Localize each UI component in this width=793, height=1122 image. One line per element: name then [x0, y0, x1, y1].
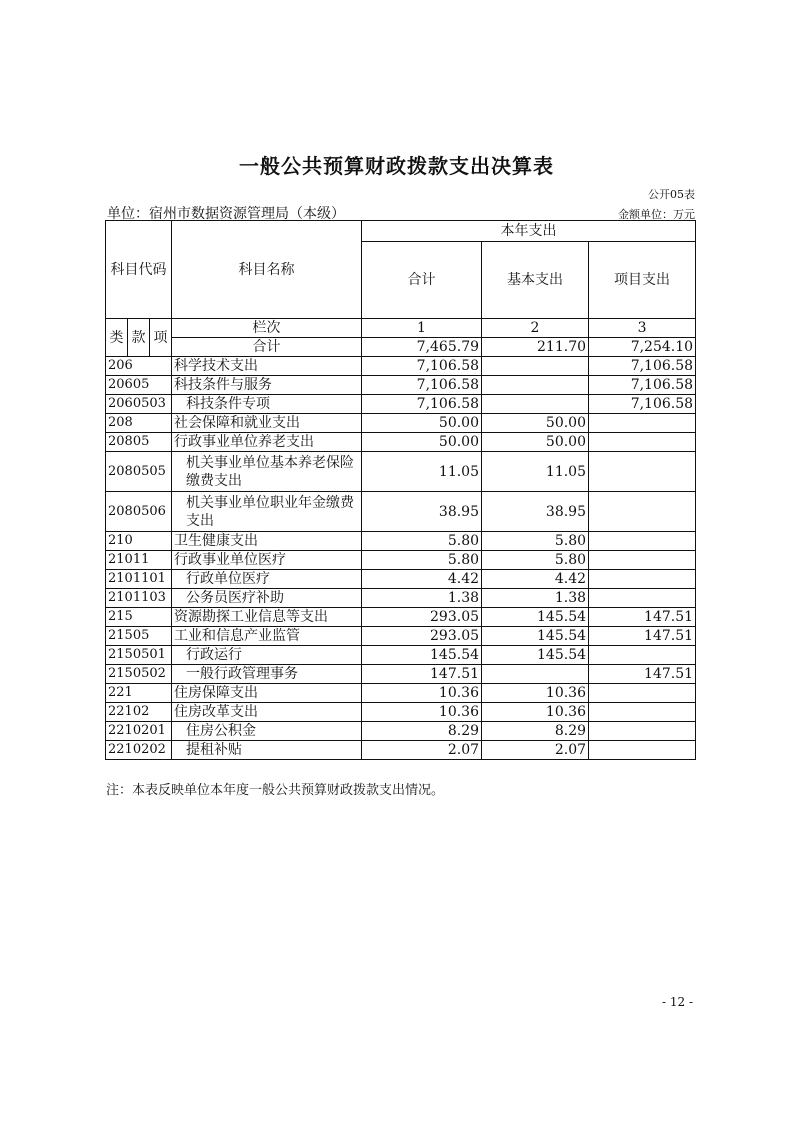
form-number: 公开05表 [648, 188, 695, 201]
table-row [106, 608, 696, 627]
header-lei: 类 [106, 319, 128, 357]
header-kuan: 款 [128, 319, 150, 357]
row-name: 社会保障和就业支出 [172, 414, 362, 433]
header-project: 项目支出 [589, 242, 696, 319]
row-name: 住房改革支出 [172, 703, 362, 722]
row-project: 147.51 [589, 665, 696, 684]
row-total: 1.38 [362, 589, 482, 608]
row-project: 147.51 [589, 608, 696, 627]
row-code: 20605 [106, 376, 172, 395]
row-name: 工业和信息产业监管 [172, 627, 362, 646]
row-code: 2150502 [106, 665, 172, 684]
row-basic: 145.54 [482, 646, 589, 665]
row-code: 2150501 [106, 646, 172, 665]
total-value: 7,465.79 [362, 338, 482, 357]
row-project [589, 703, 696, 722]
row-name: 公务员医疗补助 [172, 589, 362, 608]
table-row [106, 589, 696, 608]
row-total: 38.95 [362, 492, 482, 532]
table-row [106, 395, 696, 414]
header-current-year: 本年支出 [362, 221, 696, 242]
row-code: 2080506 [106, 492, 172, 532]
row-project [589, 551, 696, 570]
row-project [589, 452, 696, 492]
row-name: 卫生健康支出 [172, 532, 362, 551]
table-row [106, 684, 696, 703]
total-project: 7,254.10 [589, 338, 696, 357]
table-row [106, 551, 696, 570]
row-project [589, 414, 696, 433]
col-number-1: 1 [362, 319, 482, 338]
row-basic: 2.07 [482, 741, 589, 760]
table-row [106, 376, 696, 395]
row-total: 293.05 [362, 627, 482, 646]
row-basic: 38.95 [482, 492, 589, 532]
row-code: 210 [106, 532, 172, 551]
row-total: 4.42 [362, 570, 482, 589]
row-code: 20805 [106, 433, 172, 452]
row-basic: 5.80 [482, 551, 589, 570]
table-row [106, 433, 696, 452]
row-total: 7,106.58 [362, 376, 482, 395]
row-code: 208 [106, 414, 172, 433]
table-row [106, 646, 696, 665]
table-row [106, 665, 696, 684]
row-code: 2210201 [106, 722, 172, 741]
page-number: - 12 - [661, 995, 693, 1009]
row-basic: 50.00 [482, 414, 589, 433]
row-basic [482, 395, 589, 414]
table-row [106, 570, 696, 589]
row-basic [482, 665, 589, 684]
row-basic [482, 376, 589, 395]
row-name: 提租补贴 [172, 741, 362, 760]
row-project [589, 589, 696, 608]
row-name: 行政事业单位医疗 [172, 551, 362, 570]
row-project: 7,106.58 [589, 376, 696, 395]
row-basic: 5.80 [482, 532, 589, 551]
row-name: 科学技术支出 [172, 357, 362, 376]
row-code: 21505 [106, 627, 172, 646]
total-label: 合计 [172, 338, 362, 357]
row-total: 293.05 [362, 608, 482, 627]
row-basic: 10.36 [482, 684, 589, 703]
row-total: 50.00 [362, 433, 482, 452]
row-code: 21011 [106, 551, 172, 570]
row-basic [482, 357, 589, 376]
page-title: 一般公共预算财政拨款支出决算表 [239, 154, 554, 178]
row-basic: 11.05 [482, 452, 589, 492]
row-code: 2210202 [106, 741, 172, 760]
row-basic: 8.29 [482, 722, 589, 741]
row-total: 11.05 [362, 452, 482, 492]
table-note: 注：本表反映单位本年度一般公共预算财政拨款支出情况。 [106, 783, 445, 798]
row-code: 206 [106, 357, 172, 376]
row-code: 221 [106, 684, 172, 703]
row-code: 2101101 [106, 570, 172, 589]
row-basic: 10.36 [482, 703, 589, 722]
row-total: 5.80 [362, 532, 482, 551]
row-name: 住房保障支出 [172, 684, 362, 703]
row-total: 147.51 [362, 665, 482, 684]
row-code: 2080505 [106, 452, 172, 492]
row-project [589, 433, 696, 452]
row-code: 2060503 [106, 395, 172, 414]
row-name: 科技条件与服务 [172, 376, 362, 395]
unit-label: 单位：宿州市数据资源管理局（本级） [107, 206, 345, 222]
header-basic: 基本支出 [482, 242, 589, 319]
header-lanci: 栏次 [172, 319, 362, 338]
header-name: 科目名称 [172, 221, 362, 319]
row-project [589, 532, 696, 551]
row-name: 一般行政管理事务 [172, 665, 362, 684]
row-code: 2101103 [106, 589, 172, 608]
row-project [589, 570, 696, 589]
row-name: 科技条件专项 [172, 395, 362, 414]
row-project: 7,106.58 [589, 395, 696, 414]
row-name: 行政运行 [172, 646, 362, 665]
header-total: 合计 [362, 242, 482, 319]
total-basic: 211.70 [482, 338, 589, 357]
table-row [106, 741, 696, 760]
table-row [106, 627, 696, 646]
total-row [106, 338, 696, 357]
row-basic: 145.54 [482, 627, 589, 646]
table-row [106, 492, 696, 532]
row-total: 10.36 [362, 703, 482, 722]
row-name: 行政单位医疗 [172, 570, 362, 589]
row-total: 7,106.58 [362, 395, 482, 414]
table-row [106, 452, 696, 492]
row-name: 机关事业单位基本养老保险缴费支出 [172, 452, 362, 492]
row-code: 22102 [106, 703, 172, 722]
row-code: 215 [106, 608, 172, 627]
table-row [106, 357, 696, 376]
row-name: 资源勘探工业信息等支出 [172, 608, 362, 627]
col-number-2: 2 [482, 319, 589, 338]
row-total: 7,106.58 [362, 357, 482, 376]
row-project: 147.51 [589, 627, 696, 646]
header-code: 科目代码 [106, 221, 172, 319]
row-basic: 145.54 [482, 608, 589, 627]
amount-unit-label: 金额单位：万元 [618, 208, 695, 221]
row-total: 10.36 [362, 684, 482, 703]
row-total: 145.54 [362, 646, 482, 665]
row-project [589, 722, 696, 741]
row-basic: 50.00 [482, 433, 589, 452]
row-project: 7,106.58 [589, 357, 696, 376]
budget-table [105, 220, 696, 760]
table-row [106, 722, 696, 741]
row-name: 住房公积金 [172, 722, 362, 741]
row-total: 8.29 [362, 722, 482, 741]
table-row [106, 414, 696, 433]
row-basic: 1.38 [482, 589, 589, 608]
row-project [589, 646, 696, 665]
row-total: 5.80 [362, 551, 482, 570]
table-row [106, 532, 696, 551]
col-number-3: 3 [589, 319, 696, 338]
table-row [106, 703, 696, 722]
row-name: 机关事业单位职业年金缴费支出 [172, 492, 362, 532]
row-name: 行政事业单位养老支出 [172, 433, 362, 452]
header-xiang: 项 [150, 319, 172, 357]
row-project [589, 684, 696, 703]
row-total: 50.00 [362, 414, 482, 433]
row-project [589, 741, 696, 760]
row-basic: 4.42 [482, 570, 589, 589]
row-project [589, 492, 696, 532]
row-total: 2.07 [362, 741, 482, 760]
